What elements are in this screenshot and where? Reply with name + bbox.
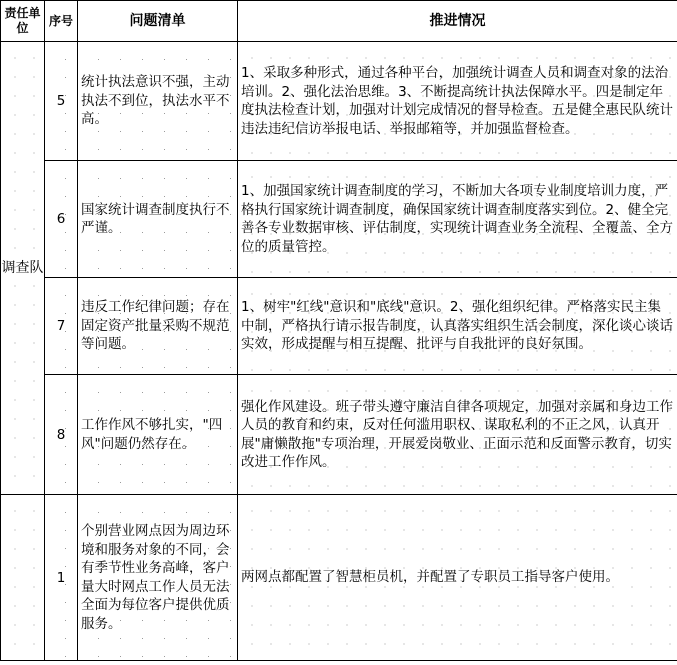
header-progress: 推进情况 [238, 1, 677, 42]
issue-text: 个别营业网点因为周边环境和服务对象的不同，会有季节性业务高峰，客户量大时网点工作人员无法全面为每位客户提供优质服务。 [81, 523, 230, 632]
issue-cell [78, 495, 238, 661]
unit-label: 调查队 [1, 259, 44, 276]
issue-cell [78, 375, 238, 495]
progress-cell [238, 278, 677, 375]
seq-cell: 6 [45, 161, 78, 278]
table-row [1, 161, 677, 278]
progress-text: 1、树牢"红线"意识和"底线"意识。2、强化组织纪律。严格落实民主集中制，严格执行请示报告制度，认真落实组织生活会制度，深化谈心谈话实效，形成提醒与相互提醒、批评与自我批评的良好氛围。 [241, 299, 673, 353]
issue-cell [78, 278, 238, 375]
table-row [1, 42, 677, 161]
seq-cell: 7 [45, 278, 78, 375]
seq-cell: 1 [45, 495, 78, 661]
progress-cell [238, 42, 677, 161]
table-row [1, 278, 677, 375]
progress-text: 1、加强国家统计调查制度的学习，不断加大各项专业制度培训力度，严格执行国家统计调查制度，确保国家统计调查制度落实到位。2、健全完善各专业数据审核、评估制度，实现统计调查业务全流程、全覆盖、全方位的质量管控。 [241, 183, 673, 255]
issue-cell [78, 161, 238, 278]
issue-text: 统计执法意识不强，主动执法不到位，执法水平不高。 [81, 74, 230, 128]
progress-text: 两网点都配置了智慧柜员机，并配置了专职员工指导客户使用。 [241, 569, 619, 586]
progress-text: 强化作风建设。班子带头遵守廉洁自律各项规定，加强对亲属和身边工作人员的教育和约束，反对任何滥用职权、谋取私利的不正之风，认真开展"庸懒散拖"专项治理，开展爱岗敬业、正面示范和反面警示教育，切实改进工作作风。 [241, 398, 673, 470]
table-row [1, 495, 677, 661]
unit-cell [1, 42, 45, 495]
unit-cell [1, 495, 45, 661]
header-seq: 序号 [45, 1, 78, 42]
progress-cell [238, 375, 677, 495]
header-issue: 问题清单 [78, 1, 238, 42]
table-row [1, 375, 677, 495]
progress-cell [238, 495, 677, 661]
seq-cell: 8 [45, 375, 78, 495]
issue-text: 违反工作纪律问题；存在固定资产批量采购不规范等问题。 [81, 299, 230, 353]
table-header-row [1, 1, 677, 42]
progress-cell [238, 161, 677, 278]
issue-text: 国家统计调查制度执行不严谨。 [81, 201, 230, 236]
progress-text: 1、采取多种形式，通过各种平台，加强统计调查人员和调查对象的法治培训。2、强化法治思维。3、不断提高统计执法保障水平。四是制定年度执法检查计划，加强对计划完成情况的督导检查。五是健全惠民队统计违法违纪信访举报电话、举报邮箱等，并加强监督检查。 [241, 65, 673, 137]
issue-cell [78, 42, 238, 161]
issue-text: 工作作风不够扎实，"四风"问题仍然存在。 [81, 417, 223, 452]
header-unit: 责任单位 [1, 1, 45, 42]
seq-cell: 5 [45, 42, 78, 161]
